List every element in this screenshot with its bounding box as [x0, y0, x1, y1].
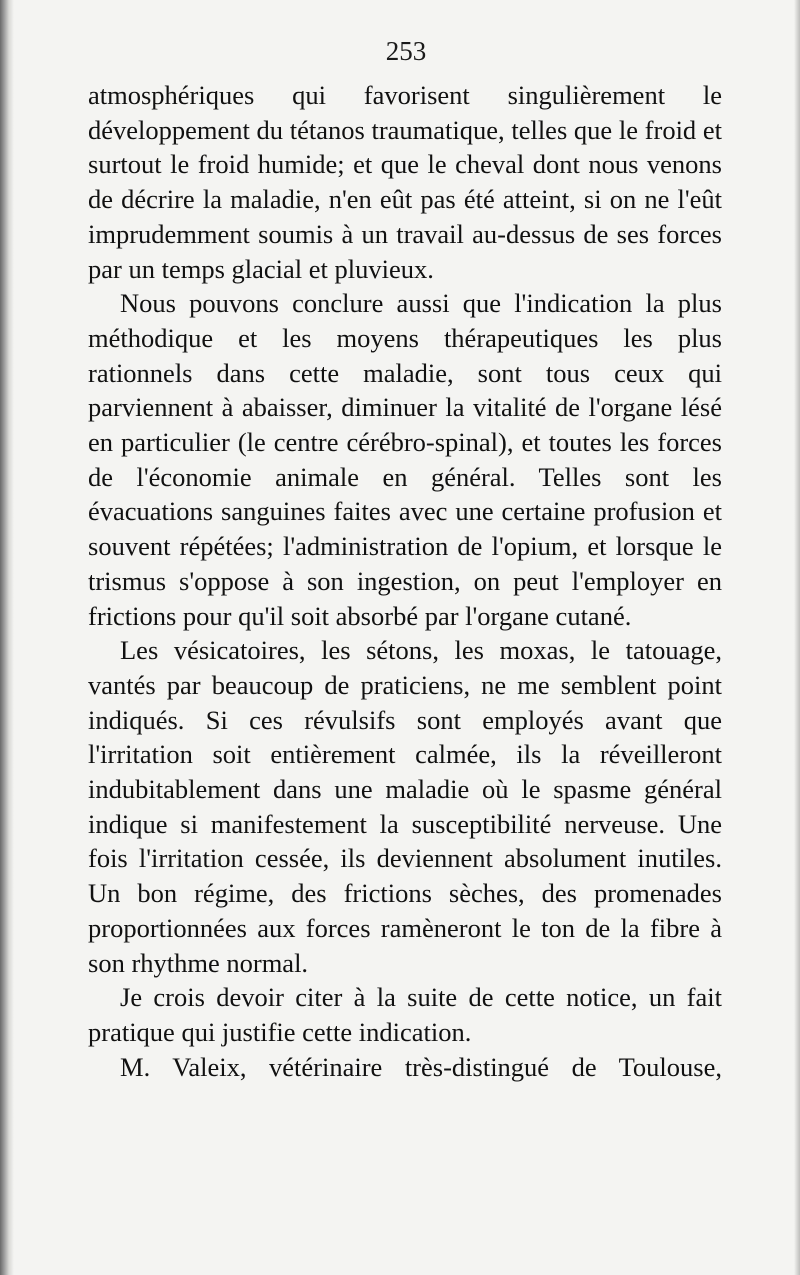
page-body: [88, 78, 722, 1084]
paragraph-4: Je crois devoir citer à la suite de cette notice, un fait pratique qui justifie cette indication.: [88, 982, 722, 1047]
page-number: 253: [385, 36, 427, 66]
page-gutter-shadow: [0, 0, 14, 1275]
paragraph-3: Les vésicatoires, les sétons, les moxas, le tatouage, vantés par beaucoup de praticiens, ne me semblent point indiqués. Si ces révulsifs sont employés avant que l'irritation soit entièrement calmée, ils la réveilleront indubitablement dans une maladie où le spasme général indique si manifestement la susceptibilité nerveuse. Une fois l'irritation cessée, ils deviennent absolument inutiles. Un bon régime, des frictions sèches, des promenades proportionnées aux forces ramèneront le ton de la fibre à son rhythme normal.: [88, 635, 722, 978]
paragraph-2: Nous pouvons conclure aussi que l'indication la plus méthodique et les moyens thérapeutiques les plus rationnels dans cette maladie, sont tous ceux qui parviennent à abaisser, diminuer la vitalité de l'organe lésé en particulier (le centre cérébro-spinal), et toutes les forces de l'économie animale en général. Telles sont les évacuations sanguines faites avec une certaine profusion et souvent répétées; l'administration de l'opium, et lorsque le trismus s'oppose à son ingestion, on peut l'employer en frictions pour qu'il soit absorbé par l'organe cutané.: [88, 288, 722, 631]
paragraph-5: M. Valeix, vétérinaire très-distingué de Toulouse,: [120, 1051, 722, 1082]
page-edge-shadow: [794, 0, 800, 1275]
paragraph-1: atmosphériques qui favorisent singulièrement le développement du tétanos traumatique, telles que le froid et surtout le froid humide; et que le cheval dont nous venons de décrire la maladie, n'en eût pas été atteint, si on ne l'eût imprudemment soumis à un travail au-dessus de ses forces par un temps glacial et pluvieux.: [88, 80, 722, 284]
